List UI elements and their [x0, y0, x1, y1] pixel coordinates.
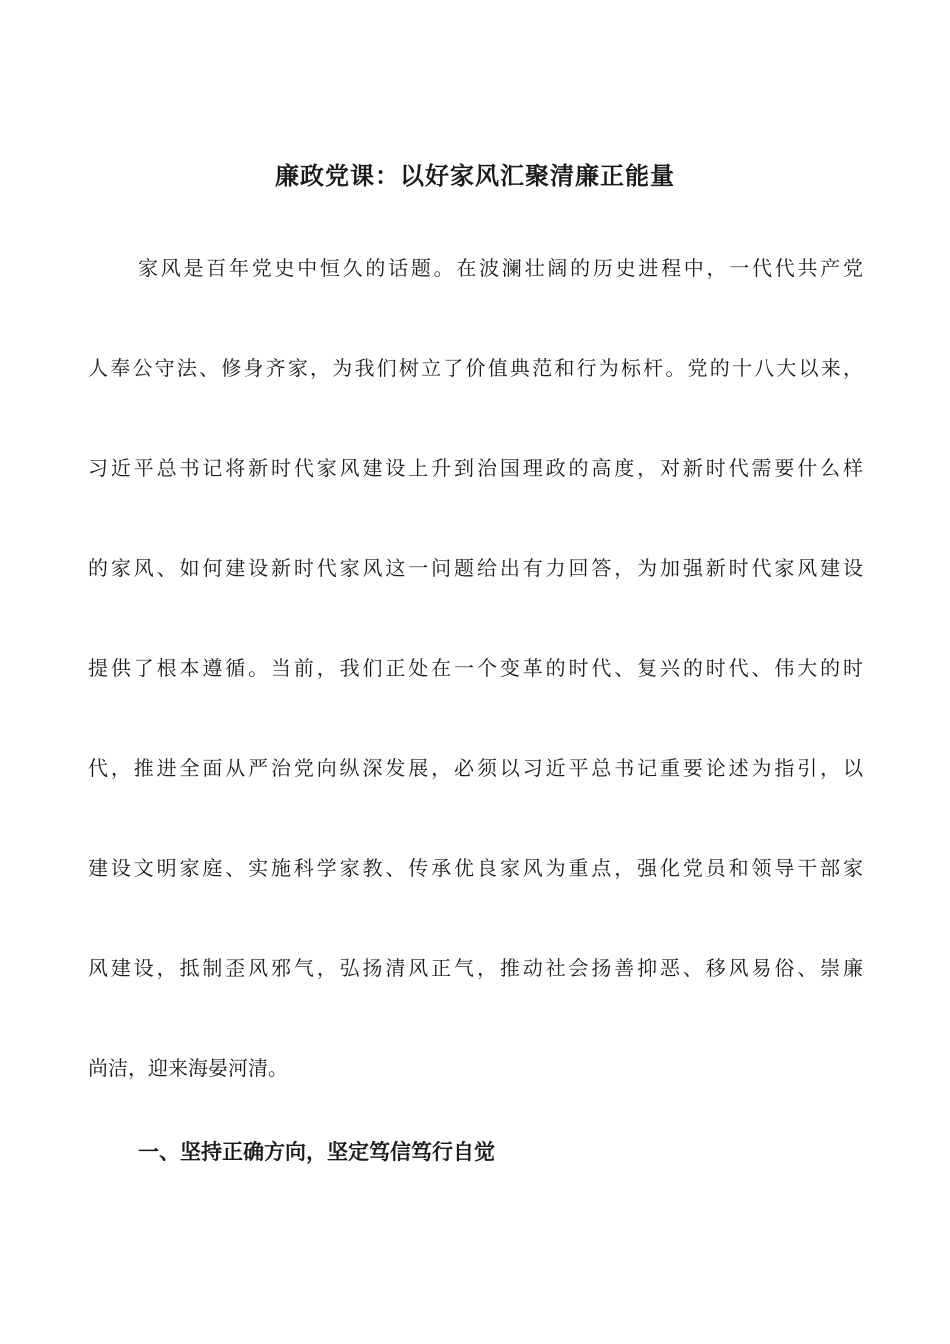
section-heading: 一、坚持正确方向，坚定笃信笃行自觉 [138, 1139, 495, 1164]
document-title: 廉政党课：以好家风汇聚清廉正能量 [275, 161, 675, 190]
paragraph-line: 习近平总书记将新时代家风建设上升到治国理政的高度，对新时代需要什么样 [88, 456, 863, 480]
paragraph-line: 人奉公守法、修身齐家，为我们树立了价值典范和行为标杆。党的十八大以来， [88, 356, 863, 380]
paragraph-line: 尚洁，迎来海晏河清。 [88, 1056, 288, 1080]
paragraph-line: 建设文明家庭、实施科学家教、传承优良家风为重点，强化党员和领导干部家 [88, 856, 863, 880]
paragraph-line: 提供了根本遵循。当前，我们正处在一个变革的时代、复兴的时代、伟大的时 [88, 656, 863, 680]
paragraph-line: 风建设，抵制歪风邪气，弘扬清风正气，推动社会扬善抑恶、移风易俗、崇廉 [88, 956, 863, 980]
paragraph-line: 家风是百年党史中恒久的话题。在波澜壮阔的历史进程中，一代代共产党 [138, 256, 863, 280]
intro-paragraph [88, 250, 863, 1150]
paragraph-line: 代，推进全面从严治党向纵深发展，必须以习近平总书记重要论述为指引，以 [88, 756, 863, 780]
paragraph-line: 的家风、如何建设新时代家风这一问题给出有力回答，为加强新时代家风建设 [88, 556, 863, 580]
